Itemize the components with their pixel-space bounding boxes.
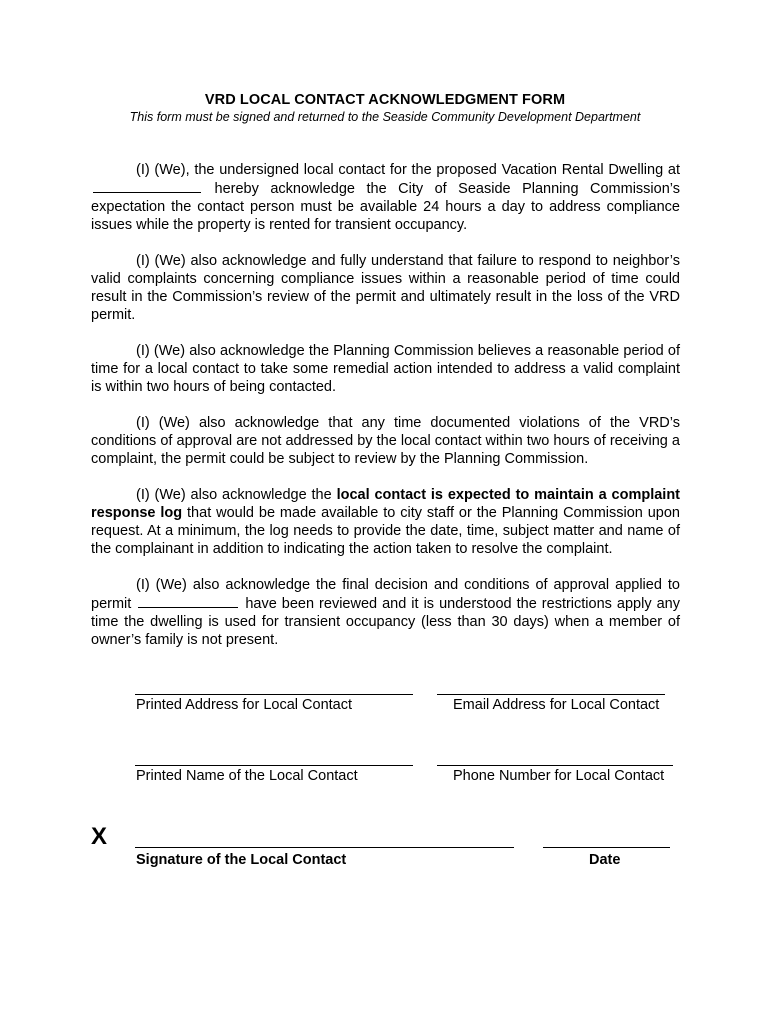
date-label: Date	[589, 852, 621, 868]
paragraph-bold-text: local contact is expected to maintain a complaint response log	[91, 487, 681, 521]
email-address-label: Email Address for Local Contact	[453, 697, 660, 713]
paragraph-availability	[91, 161, 680, 234]
paragraph-text: that would be made available to city staff or the Planning Commission upon request. At a minimum, the log needs to provide the date, time, subject matter and name of the complainant in addition to indicating the action taken to resolve the complaint.	[91, 505, 680, 557]
paragraph-text: (I) (We) also acknowledge the Planning Commission believes a reasonable period of time for a local contact to take some remedial action intended to address a valid complaint is within two hours of being contacted.	[91, 343, 680, 395]
paragraph-permit-conditions	[91, 576, 680, 649]
paragraph-text: (I) (We) also acknowledge that any time documented violations of the VRD’s conditions of approval are not addressed by the local contact within two hours of receiving a complaint, the permit could be subject to review by the Planning Commission.	[91, 415, 680, 467]
permit-blank-field[interactable]	[138, 594, 238, 608]
email-address-line[interactable]	[437, 694, 665, 695]
printed-address-label: Printed Address for Local Contact	[136, 697, 353, 713]
form-body	[91, 161, 680, 667]
paragraph-reasonable-period	[91, 342, 680, 396]
address-blank-field[interactable]	[93, 179, 201, 193]
paragraph-text: (I) (We) also acknowledge the final decision and conditions of approval applied to permit	[91, 577, 680, 612]
form-subtitle: This form must be signed and returned to the Seaside Community Development Department	[129, 110, 641, 124]
form-title: VRD LOCAL CONTACT ACKNOWLEDGMENT FORM	[204, 92, 566, 108]
signature-line[interactable]	[135, 847, 514, 848]
date-line[interactable]	[543, 847, 670, 848]
phone-number-label: Phone Number for Local Contact	[453, 768, 665, 784]
paragraph-text: (I) (We), the undersigned local contact for the proposed Vacation Rental Dwelling at	[136, 162, 680, 178]
paragraph-failure-to-respond	[91, 252, 680, 324]
paragraph-text: have been reviewed and it is understood the restrictions apply any time the dwelling is used for transient occupancy (less than 30 days) when a member of owner’s family is not present.	[91, 596, 680, 648]
printed-address-line[interactable]	[135, 694, 413, 695]
paragraph-text: (I) (We) also acknowledge the	[136, 487, 332, 503]
paragraph-violations	[91, 414, 680, 468]
paragraph-text: (I) (We) also acknowledge and fully understand that failure to respond to neighbor’s valid complaints concerning compliance issues within a reasonable period of time could result in the Commission’s review of the permit and ultimately result in the loss of the VRD permit.	[91, 253, 680, 323]
printed-name-label: Printed Name of the Local Contact	[136, 768, 358, 784]
paragraph-text: hereby acknowledge the City of Seaside Planning Commission’s expectation the contact person must be available 24 hours a day to address compliance issues while the property is rented for transient occupancy.	[91, 181, 680, 233]
paragraph-complaint-log	[91, 486, 680, 558]
signature-label: Signature of the Local Contact	[136, 852, 347, 868]
printed-name-line[interactable]	[135, 765, 413, 766]
phone-number-line[interactable]	[437, 765, 673, 766]
signature-x-mark: X	[91, 823, 108, 850]
